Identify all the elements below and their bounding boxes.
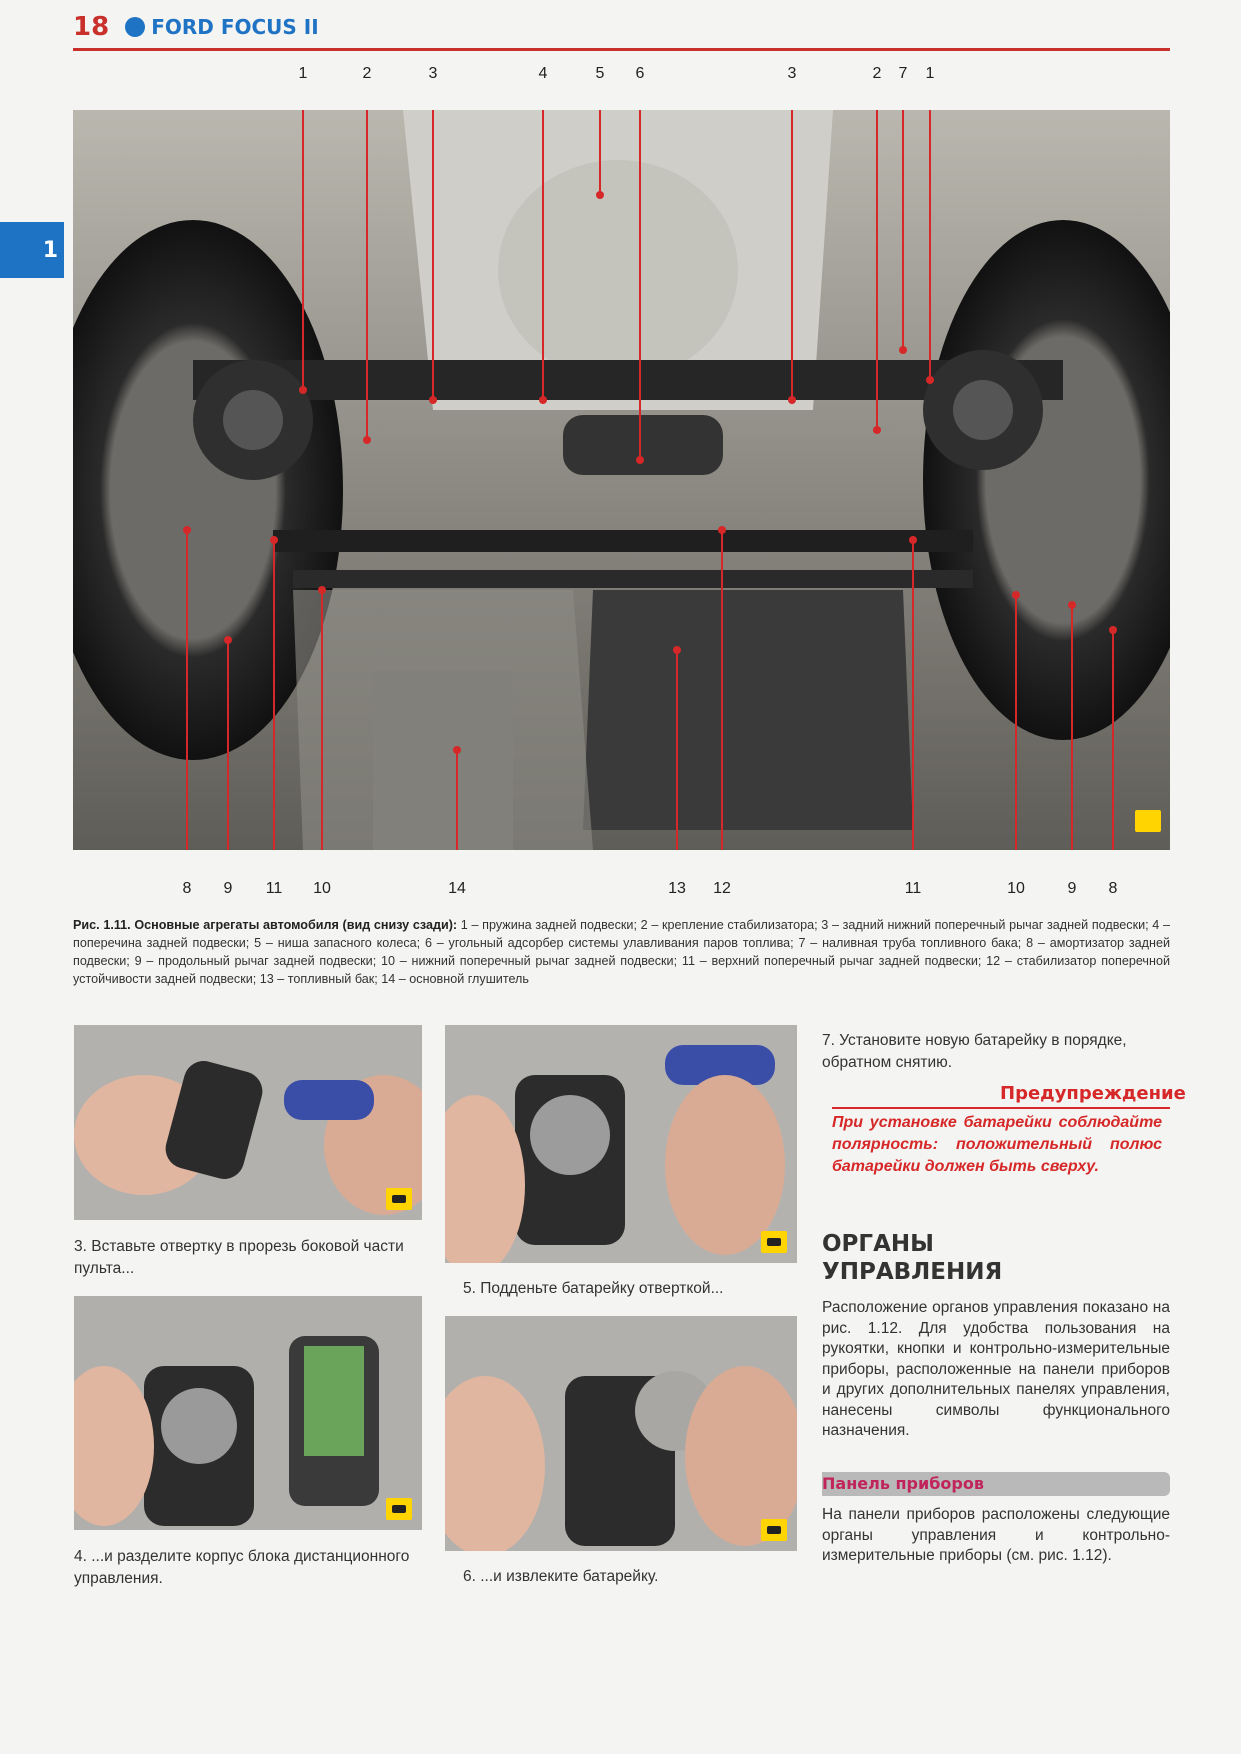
step3-photo <box>74 1025 422 1220</box>
underbody-photo <box>73 110 1170 850</box>
subsection-paragraph: На панели приборов расположены следующие органы управления и контрольно-измерительные приборы (см. рис. 1.12). <box>822 1506 1170 1564</box>
callout-bottom-9: 9 <box>223 880 233 897</box>
leader-top-2-dot <box>429 396 437 404</box>
leader-bottom-0-dot <box>183 526 191 534</box>
leader-bottom-2-dot <box>270 536 278 544</box>
running-header <box>73 12 319 42</box>
step5-caption: 5. Подденьте батарейку отверткой... <box>463 1280 724 1297</box>
callout-top-4: 4 <box>538 65 548 82</box>
leader-top-7-dot <box>873 426 881 434</box>
callout-top-3: 3 <box>787 65 797 82</box>
warning-rule <box>832 1107 1170 1109</box>
section-title-line1: ОРГАНЫ <box>822 1231 934 1257</box>
callout-top-6: 6 <box>635 65 645 82</box>
step4-caption: 4. ...и разделите корпус блока дистанционного управления. <box>74 1548 410 1587</box>
callout-top-2: 2 <box>362 65 372 82</box>
leader-bottom-10-dot <box>1109 626 1117 634</box>
leader-top-0-dot <box>299 386 307 394</box>
section-title <box>822 1230 1002 1286</box>
leader-top-9-dot <box>926 376 934 384</box>
bullet-dot-icon <box>125 17 145 37</box>
leader-top-3-dot <box>539 396 547 404</box>
step4-photo <box>74 1296 422 1530</box>
camera-icon <box>761 1231 787 1253</box>
leader-bottom-5-dot <box>673 646 681 654</box>
callout-top-2: 2 <box>872 65 882 82</box>
step6-photo <box>445 1316 797 1551</box>
callout-top-3: 3 <box>428 65 438 82</box>
leader-bottom-7-dot <box>909 536 917 544</box>
warning-title: Предупреждение <box>1000 1083 1186 1104</box>
caption-text: 1 – пружина задней подвески; 2 – крепление стабилизатора; 3 – задний нижний поперечный рычаг задней подвески; 4 – поперечина задней подвески; 5 – ниша запасного колеса; 6 – угольный адсорбер системы улавливания паров топлива; 7 – наливная труба топливного бака; 8 – амортизатор задней подвески; 9 – продольный рычаг задней подвески; 10 – нижний поперечный рычаг задней подвески; 11 – верхний поперечный рычаг задней подвески; 12 – стабилизатор поперечной устойчивости задней подвески; 13 – топливный бак; 14 – основной глушитель <box>73 918 1170 986</box>
callout-bottom-11: 11 <box>265 880 283 897</box>
leader-top-5-dot <box>636 456 644 464</box>
leader-bottom-1-dot <box>224 636 232 644</box>
figure-caption <box>73 916 1170 988</box>
callout-bottom-8: 8 <box>1108 880 1118 897</box>
section-paragraph: Расположение органов управления показано на рис. 1.12. Для удобства пользования на рукоятки, кнопки и контрольно-измерительные приборы, расположенные на панели приборов и других дополнительных панелях управления, нанесены символы функционального назначения. <box>822 1299 1170 1439</box>
callout-top-7: 7 <box>898 65 908 82</box>
callout-bottom-14: 14 <box>448 880 466 897</box>
warning-text: При установке батарейки соблюдайте полярность: положительный полюс батарейки должен быть сверху. <box>832 1114 1162 1175</box>
callout-top-5: 5 <box>595 65 605 82</box>
leader-top-1-dot <box>363 436 371 444</box>
callout-top-1: 1 <box>298 65 308 82</box>
leader-top-6-dot <box>788 396 796 404</box>
callout-bottom-9: 9 <box>1067 880 1077 897</box>
step7-text: 7. Установите новую батарейку в порядке, обратном снятию. <box>822 1032 1127 1071</box>
camera-icon <box>386 1188 412 1210</box>
leader-bottom-4-dot <box>453 746 461 754</box>
step3-caption: 3. Вставьте отвертку в прорезь боковой части пульта... <box>74 1238 404 1277</box>
camera-icon <box>386 1498 412 1520</box>
chapter-tab: 1 <box>0 222 64 278</box>
page-number: 18 <box>73 12 110 42</box>
camera-icon <box>761 1519 787 1541</box>
step5-photo <box>445 1025 797 1263</box>
leader-bottom-6-dot <box>718 526 726 534</box>
callout-bottom-12: 12 <box>713 880 731 897</box>
callout-bottom-10: 10 <box>1007 880 1025 897</box>
caption-title: Рис. 1.11. Основные агрегаты автомобиля (вид снизу сзади): <box>73 918 458 932</box>
leader-top-8-dot <box>899 346 907 354</box>
camera-icon <box>1135 810 1161 832</box>
callout-bottom-13: 13 <box>668 880 686 897</box>
leader-top-4-dot <box>596 191 604 199</box>
book-title: FORD FOCUS II <box>151 15 319 39</box>
header-rule <box>73 48 1170 51</box>
callout-top-1: 1 <box>925 65 935 82</box>
callout-bottom-8: 8 <box>182 880 192 897</box>
leader-bottom-3-dot <box>318 586 326 594</box>
subtitle: Панель приборов <box>822 1474 984 1493</box>
leader-bottom-9-dot <box>1068 601 1076 609</box>
section-title-line2: УПРАВЛЕНИЯ <box>822 1259 1003 1285</box>
leader-bottom-8-dot <box>1012 591 1020 599</box>
callout-bottom-11: 11 <box>904 880 922 897</box>
step6-caption: 6. ...и извлеките батарейку. <box>463 1568 659 1585</box>
callout-bottom-10: 10 <box>313 880 331 897</box>
